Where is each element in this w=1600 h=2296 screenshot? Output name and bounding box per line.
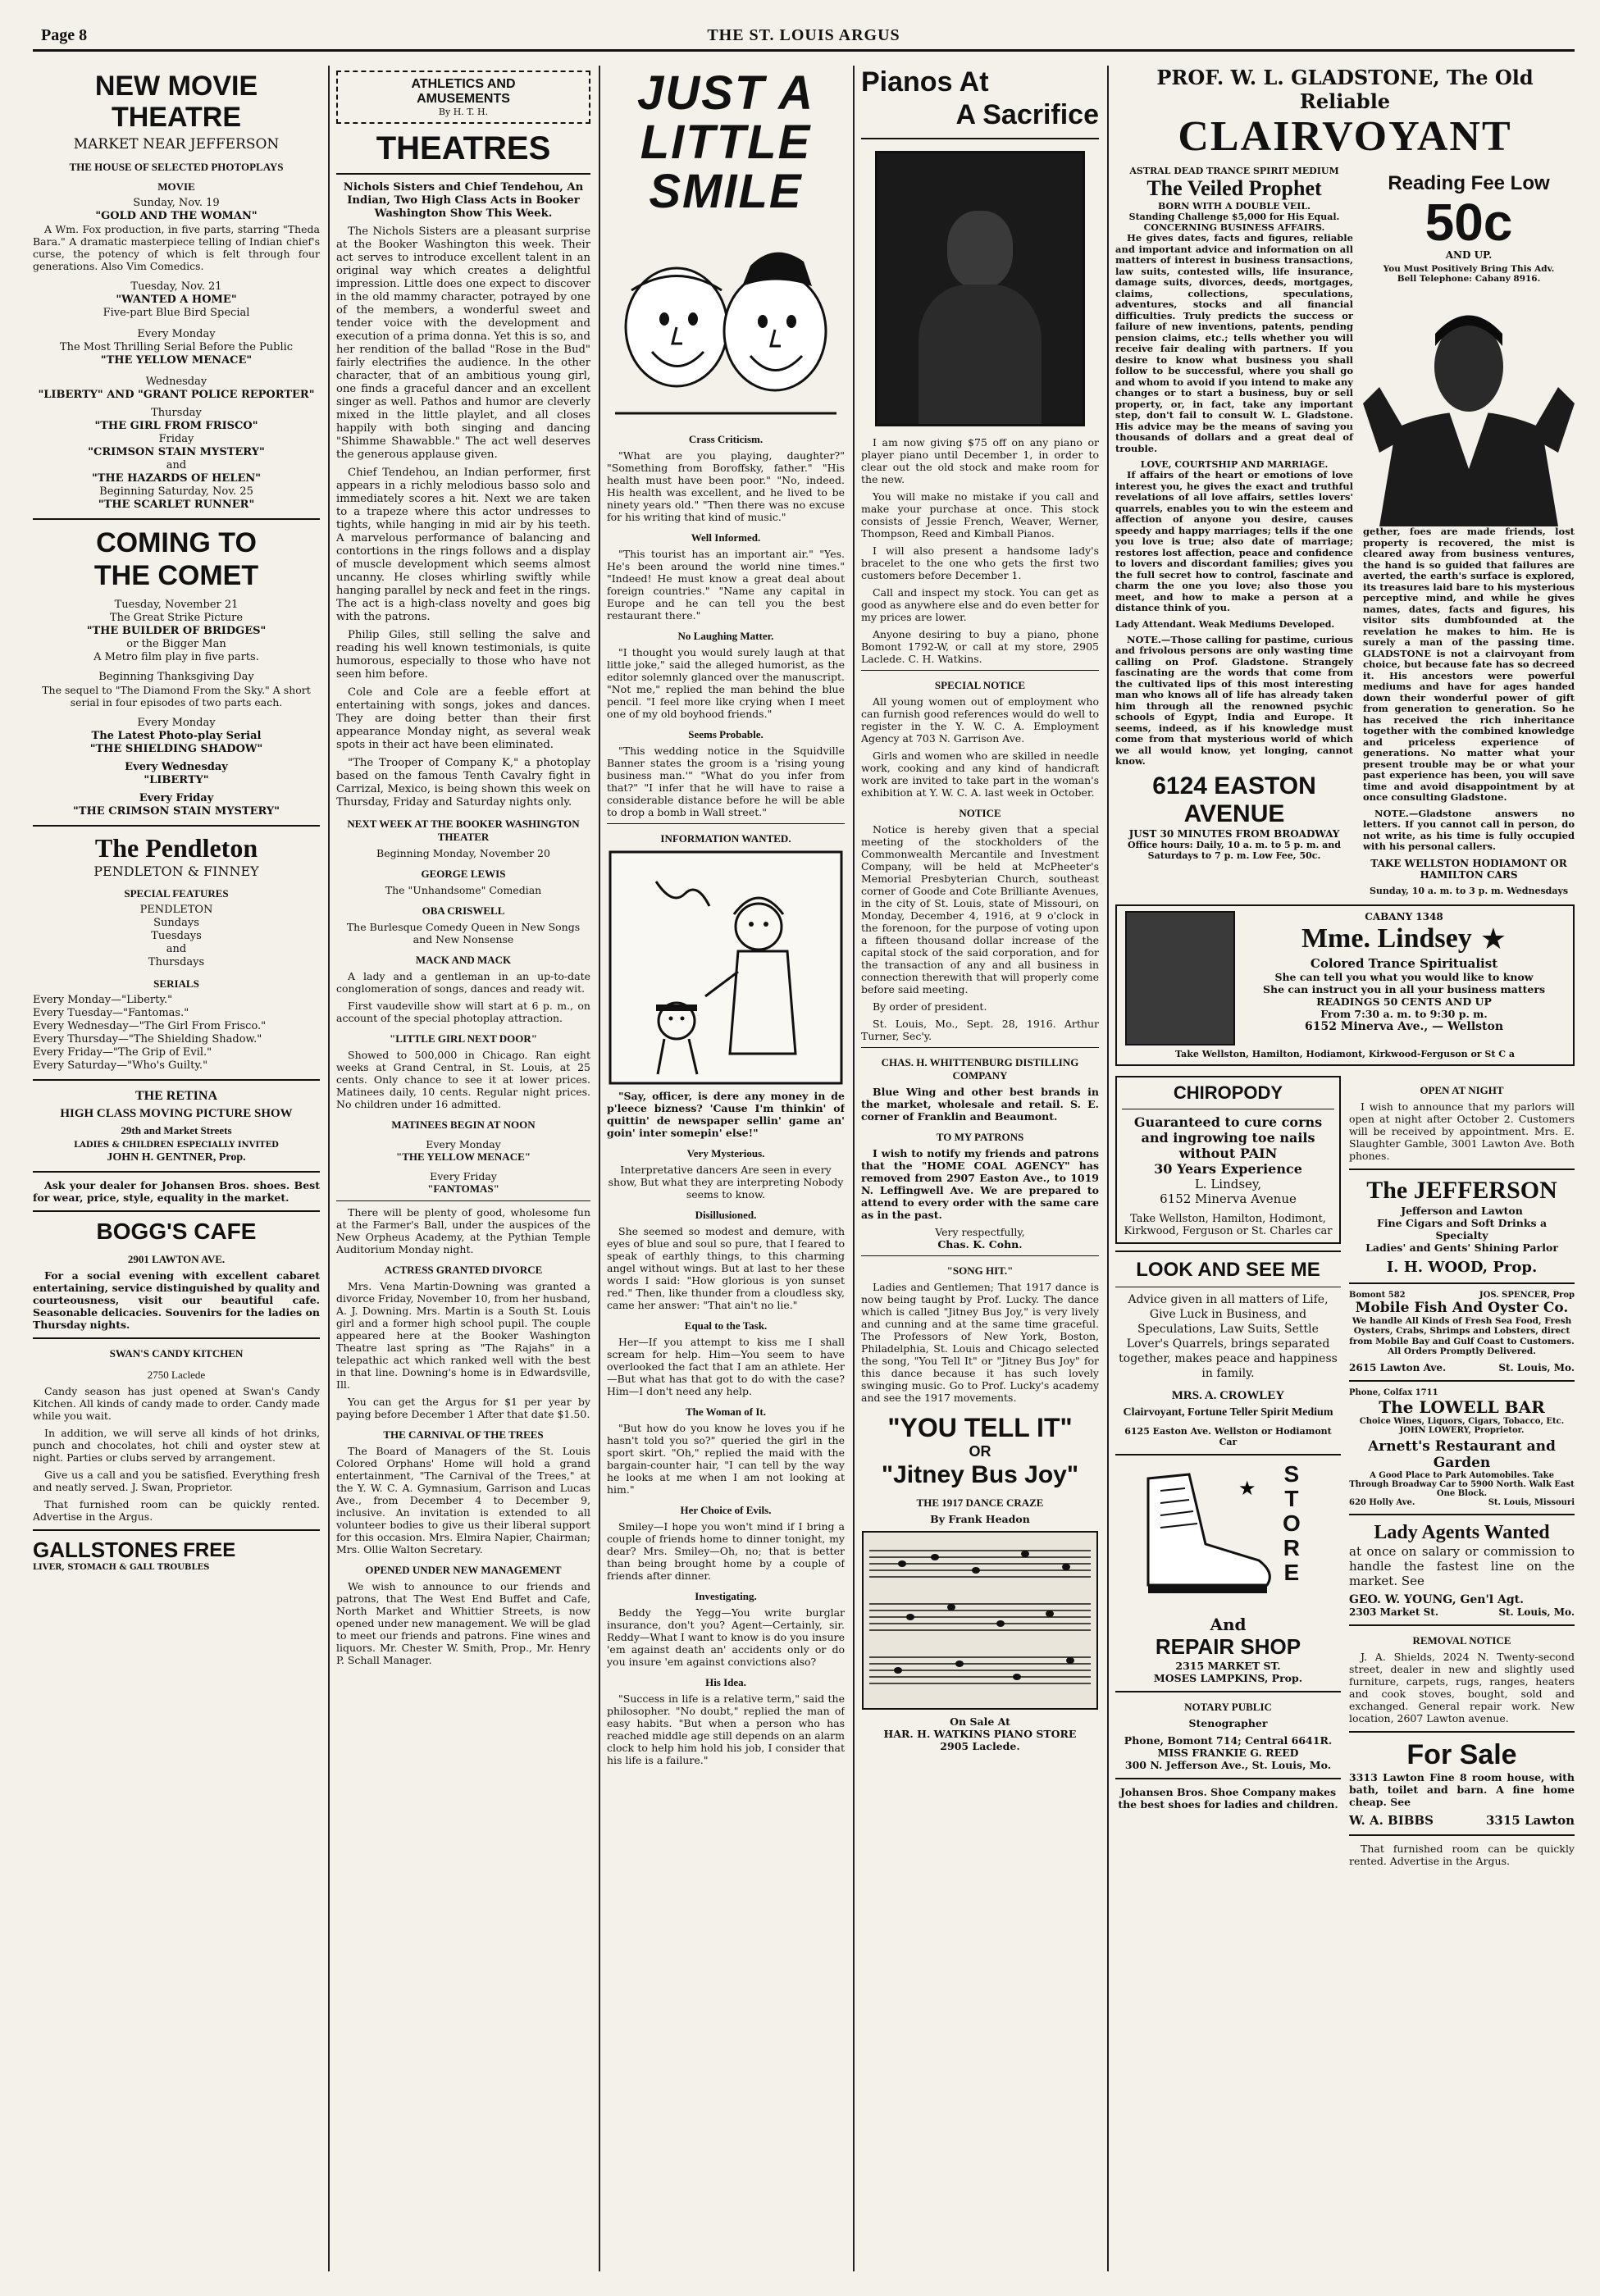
notice-text: Notice is hereby given that a special meeting of the stockholders of the Commonwealth Mercantile and Investment Company, will be held at McPheeter's Memorial Presbyterian Church, southeast corner of Goode and Cote Brilliante Avenues, in the city of St. Louis, state of Missouri, on Monday, December 4, 1916, at 9 o'clock in the forenoon, for the purpose of voting upon a fifteen thousand dollar increase of the capital stock of the said corporation, and for the transaction of any and all business in connection therewith that will properly come before said meeting.	[861, 823, 1099, 995]
lindsey-line: She can tell you what you would like to know	[1274, 970, 1534, 983]
theatres-p3: Philip Giles, still selling the salve and reading his well known testimonials, is quite humorous, especially to those who have not seen him before.	[336, 629, 590, 681]
standing-challenge: Standing Challenge $5,000 for His Equal.	[1128, 212, 1340, 222]
column-4	[861, 66, 1099, 2271]
swans-p3: Give us a call and you be satisfied. Everything fresh and neatly served. J. Swan, Proprietor.	[33, 1469, 320, 1493]
onsale-address: 2905 Laclede.	[940, 1740, 1020, 1752]
lowell-phone: Phone, Colfax 1711	[1349, 1387, 1438, 1397]
song-text: Ladies and Gentlemen; That 1917 dance is now being taught by Prof. Lucky. The dance which is called "Jitney Bus Joy," is very lively and cunning and at the same time graceful. The Professors of New York, Boston, Philadelphia, St. Louis and Chicago selected the song, "You Tell It" or "Jitney Bus Joy" for this dance because it has such lovely swinging music. Go to Prof. Lucky's academy and see the 1917 movements.	[861, 1281, 1099, 1404]
opened-text: We wish to announce to our friends and patrons, that The West End Buffet and Cafe, North Market and Whittier Streets, is now opened under new management. We will be glad to meet our friends and patrons. Fine wines and liquors. Mr. Chester W. Smith, Prop., Mr. Henry P. Schall Manager.	[336, 1580, 590, 1666]
idea-text: "Success in life is a relative term," said the philosopher. "No doubt," replied the man of easy habits. "But when a person who has reached middle age still depends on an alarm clock to help him hold his job, I consider that his life is a failure."	[607, 1692, 845, 1766]
pendleton-serial: Every Saturday—"Who's Guilty."	[33, 1059, 208, 1072]
pianos-p2: You will make no mistake if you call and make your purchase at once. This stock consists of Jessie French, Weaver, Werner, Thompson, Reed and Kimball Pianos.	[861, 490, 1099, 540]
notary-phone: Phone, Bomont 714; Central 6641R.	[1124, 1733, 1333, 1747]
agents-title: Lady Agents Wanted	[1374, 1521, 1550, 1543]
probable-text: "This wedding notice in the Squidville Banner states the groom is a 'rising young business man.'" "What do you infer from that?" "I infer that he will have to raise a considerable distance before he will be able to drop a bomb in Wall street."	[607, 745, 845, 818]
mobile-city: St. Louis, Mo.	[1498, 1361, 1575, 1374]
farmers-ball: There will be plenty of good, wholesome fun at the Farmer's Ball, under the auspices of the New Orpheus Academy, at the Pythian Temple Auditorium Monday night.	[336, 1206, 590, 1255]
boggs-address: 2901 LAWTON AVE.	[127, 1253, 226, 1265]
athletics-yellow-menace: "THE YELLOW MENACE"	[396, 1150, 531, 1163]
bring-adv: You Must Positively Bring This Adv.	[1383, 264, 1555, 274]
wanted-head: INFORMATION WANTED.	[660, 832, 791, 845]
notice-order: By order of president.	[873, 1000, 987, 1013]
theatres-p5: "The Trooper of Company K," a photoplay based on the famous Tenth Cavalry fight in Carrizal, Mexico, is being shown this week on Thursday, Friday and Saturday nights only.	[336, 757, 590, 809]
lindsey-line: 6152 Minerva Ave., — Wellston	[1304, 1019, 1504, 1033]
pianos-p3: I will also present a handsome lady's bracelet to the one who gets the first two customers before December 1.	[861, 544, 1099, 581]
jefferson-l2: Ladies' and Gents' Shining Parlor	[1365, 1241, 1558, 1254]
woman-text: "But how do you know he loves you if he hasn't told you so?" queried the girl in the sport skirt. "Oh," replied the maid with the bargain-counter hair, "I can tell by the way he looks at me when I am not looking at him."	[607, 1422, 845, 1496]
reading-fee: Reading Fee Low	[1388, 172, 1550, 194]
comet-sequel: The sequel to "The Diamond From the Sky." A short serial in four episodes of two parts each.	[42, 684, 311, 708]
concerning-business: CONCERNING BUSINESS AFFAIRS.	[1143, 222, 1325, 233]
forsale-text: 3313 Lawton Fine 8 room house, with bath, toilet and barn. A fine home cheap. See	[1349, 1770, 1575, 1808]
movie-tuesday: Tuesday, Nov. 21	[130, 280, 222, 293]
johansen-note: Ask your dealer for Johansen Bros. shoes. Best for wear, price, style, equality in the market.	[33, 1179, 320, 1204]
jitney-title: "Jitney Bus Joy"	[881, 1461, 1079, 1488]
gladstone-broadway: JUST 30 MINUTES FROM BROADWAY	[1128, 827, 1340, 840]
mobile-address: 2615 Lawton Ave.	[1349, 1361, 1447, 1374]
comet-show: "THE BUILDER OF BRIDGES"	[86, 625, 267, 637]
mysterious-head: Very Mysterious.	[686, 1147, 765, 1159]
patrons-head: TO MY PATRONS	[936, 1131, 1024, 1143]
comet-every-wednesday: Every Wednesday	[125, 761, 228, 773]
disillusioned-text: She seemed so modest and demure, with eyes of blue and soul so pure, that I feared to speak of earthly things, to this charming angel without wings. But at last to her these words I said: "How glorious is yon sunset red." Then, like thunder from a cloudless sky, came her answer: "That ain't no lie."	[607, 1225, 845, 1311]
comet-serial: The Latest Photo-play Serial	[91, 730, 262, 742]
movie-title: NEW MOVIE	[94, 71, 258, 102]
chiropody-title: CHIROPODY	[1173, 1082, 1283, 1103]
pendleton-day: Thursdays	[148, 956, 205, 968]
star-icon: ★	[1238, 1476, 1256, 1500]
retina-subtitle: HIGH CLASS MOVING PICTURE SHOW	[60, 1107, 293, 1120]
retina-title: THE RETINA	[134, 1089, 218, 1103]
gladstone-left	[1115, 166, 1353, 896]
lindsey-line: READINGS 50 CENTS AND UP	[1316, 995, 1492, 1008]
patrons-sign-2: Chas. K. Cohn.	[937, 1238, 1023, 1250]
shoe-address: 2315 MARKET ST.	[1175, 1659, 1281, 1672]
actress-text: Mrs. Vena Martin-Downing was granted a divorce Friday, November 10, from her husband, A. J. Downing. Mrs. Martin is a South St. Louis girl and a former high school pupil. The couple appeared here at the Booker Washington Theatre last spring as "The Rajahs" in a telepathic act which ranked well with the best in that line. Downing's home is in Edwardsville, Ill.	[336, 1280, 590, 1391]
smile-title-1: JUST A	[636, 66, 815, 120]
movie-thursday-show: "THE GIRL FROM FRISCO"	[94, 420, 258, 432]
pianos-p4: Call and inspect my stock. You can get as good as anywhere else and do even better for my prices are lower.	[861, 586, 1099, 623]
movie-ad	[33, 71, 320, 512]
smile-title-block	[607, 66, 845, 216]
lindsey-title: Mme. Lindsey	[1301, 923, 1472, 954]
lindsey-cabany: CABANY 1348	[1365, 910, 1443, 922]
gallstones-title: GALLSTONES	[33, 1538, 179, 1562]
crass-head: Crass Criticism.	[688, 433, 764, 445]
laughing-text: "I thought you would surely laugh at that little joke," said the alleged humorist, as the editor solemnly glanced over the manuscript. "Not me," replied the man behind the blue pencil. "I feel more like crying when I meet one of my old boyhood friends."	[607, 646, 845, 720]
portrait-head	[947, 211, 1013, 289]
woman-head: The Woman of It.	[686, 1405, 766, 1418]
column-rule	[853, 66, 855, 2271]
shoe-prop: MOSES LAMPKINS, Prop.	[1153, 1671, 1303, 1684]
movie-feature-text: A Wm. Fox production, in five parts, starring "Theda Bara." A dramatic masterpiece telling of Indian chief's curse, the potency of which is felt through four generations. Also Vim Comedics.	[33, 223, 320, 272]
forsale-name: W. A. BIBBS	[1349, 1812, 1434, 1828]
chiropody-guarantee: Guaranteed to cure corns and ingrowing toe nails without PAIN	[1133, 1114, 1323, 1161]
notary-title: NOTARY PUBLIC	[1184, 1700, 1272, 1713]
chiropody-name: L. Lindsey,	[1194, 1176, 1262, 1191]
mysterious-text: Interpretative dancers Are seen in every show, But what they are interpreting Nobody seems to know.	[608, 1164, 844, 1200]
pendleton-serials-label: SERIALS	[153, 977, 199, 990]
jefferson-prop: I. H. WOOD, Prop.	[1386, 1258, 1538, 1276]
lindsey-take: Take Wellston, Hamilton, Hodiamont, Kirkwood-Ferguson or St C a	[1175, 1048, 1515, 1059]
theatres-title: THEATRES	[376, 130, 551, 166]
onsale-store: HAR. H. WATKINS PIANO STORE	[883, 1728, 1077, 1740]
chiropody-ad	[1115, 1076, 1341, 1244]
choice-text: Smiley—I hope you won't mind if I bring a couple of friends home to dinner tonight, my dear? Mrs. Smiley—Oh, no; that is better than being brought home by a couple of friends after dinner.	[607, 1520, 845, 1582]
smile-title-2: LITTLE	[640, 116, 812, 169]
information-wanted-cartoon	[607, 849, 845, 1086]
mobile-text: We handle All Kinds of Fresh Sea Food, Fresh Oysters, Crabs, Shrimps and Lobsters, direct from Mobile Bay and Gulf Coast to Customers. All Orders Promptly Delivered.	[1349, 1315, 1575, 1356]
informed-head: Well Informed.	[691, 531, 761, 544]
mobile-title: Mobile Fish And Oyster Co.	[1355, 1299, 1569, 1316]
lewis-desc: The "Unhandsome" Comedian	[385, 884, 542, 896]
gladstone-body: He gives dates, facts and figures, reliable and important advice and information on all matters of interest in business transactions, law suits, contested wills, life insurance, damage suits, divorces, deeds, mortgages, claims, collections, speculations, adventures, stocks and all financial difficulties. Truly predicts the success or failure of new inventions, patents, pending pension claims, etc.; tells whether you will receive fair dealing with partners. If you desire to know what business you shall follow to be successful, where you shall go and whom to avoid if you intend to make any changes or to start a business, buy or sell property, or, in fact, take any important step, don't fail to consult W. L. Gladstone. His advice may be the means of saving you thousands of dollars and a great deal of trouble.	[1115, 232, 1353, 454]
swans-address: 2750 Laclede	[147, 1369, 206, 1381]
forsale-address: 3315 Lawton	[1486, 1812, 1575, 1828]
paper-name: THE ST. LOUIS ARGUS	[707, 26, 900, 44]
pendleton-serial: Every Wednesday—"The Girl From Frisco."	[33, 1020, 267, 1032]
movie-monday: Every Monday	[137, 328, 216, 340]
repair-shop: REPAIR SHOP	[1155, 1633, 1301, 1659]
athletics-line1: ATHLETICS AND	[411, 77, 516, 91]
clairvoyant-title: CLAIRVOYANT	[1178, 113, 1512, 160]
sheet-music-illustration	[861, 1530, 1099, 1711]
movie-beginning: Beginning Saturday, Nov. 25	[99, 485, 253, 498]
comet-bigger: or the Bigger Man	[126, 638, 226, 650]
song-head: "SONG HIT."	[946, 1264, 1014, 1277]
movie-feature: "GOLD AND THE WOMAN"	[95, 210, 258, 222]
movie-tuesday-show: "WANTED A HOME"	[116, 294, 237, 306]
column-1	[33, 66, 320, 2271]
movie-monday-note: The Most Thrilling Serial Before the Public	[59, 341, 294, 353]
reading-price: 50c	[1425, 193, 1513, 252]
patrons-sign-1: Very respectfully,	[935, 1226, 1025, 1238]
notice-sign: St. Louis, Mo., Sept. 28, 1916. Arthur Turner, Sec'y.	[861, 1018, 1099, 1042]
carnival-head: THE CARNIVAL OF THE TREES	[383, 1428, 544, 1441]
jefferson-title: The JEFFERSON	[1366, 1176, 1557, 1204]
pianos-title-1: Pianos At	[861, 66, 989, 98]
pendleton-day: and	[166, 943, 187, 955]
cartoon-faces-illustration	[607, 216, 845, 421]
movie-wednesday: Wednesday	[145, 376, 207, 388]
equal-text: Her—If you attempt to kiss me I shall scream for help. Him—You seem to have overlooked the fact that I am an athlete. Her—But what has that got to do with the case? Him—I don't need any help.	[607, 1336, 845, 1397]
bell-telephone: Bell Telephone: Cabany 8916.	[1397, 274, 1541, 284]
boggs-title: BOGG'S CAFE	[96, 1219, 257, 1244]
notary-address: 300 N. Jefferson Ave., St. Louis, Mo.	[1124, 1758, 1332, 1771]
mack-desc: A lady and a gentleman in an up-to-date conglomeration of songs, dances and ready wit.	[336, 970, 590, 995]
gallstones-ad	[33, 1538, 320, 1563]
comet-crimson: "THE CRIMSON STAIN MYSTERY"	[73, 805, 280, 818]
pendleton-serial: Every Monday—"Liberty."	[33, 994, 173, 1006]
swans-title: SWAN'S CANDY KITCHEN	[109, 1347, 244, 1360]
star-icon: ★	[1479, 922, 1507, 956]
lady-attendant: Lady Attendant. Weak Mediums Developed.	[1115, 618, 1335, 630]
smile-title-3: SMILE	[649, 165, 803, 218]
special-2: Girls and women who are skilled in needle work, cooking and any kind of handicraft work are invited to take part in the woman's exhibition at Y. W. C. A. last week in October.	[861, 749, 1099, 799]
laughing-head: No Laughing Matter.	[677, 630, 774, 642]
open-night-head: OPEN AT NIGHT	[1420, 1083, 1504, 1096]
boggs-ad	[33, 1219, 320, 1331]
movie-scarlet: "THE SCARLET RUNNER"	[98, 499, 255, 511]
swans-p2: In addition, we will serve all kinds of hot drinks, punch and chocolates, hot chili and oyster stew at night. Parties or clubs served by arrangement.	[33, 1427, 320, 1464]
probable-head: Seems Probable.	[688, 728, 764, 740]
take-cars: TAKE WELLSTON HODIAMONT OR HAMILTON CARS	[1370, 857, 1567, 881]
comet-metro: A Metro film play in five parts.	[93, 651, 259, 663]
lindsey-line: From 7:30 a. m. to 9:30 p. m.	[1320, 1007, 1488, 1020]
notary-sub: Stenographer	[1188, 1716, 1268, 1729]
comet-liberty: "LIBERTY"	[144, 774, 209, 786]
chiropody-experience: 30 Years Experience	[1154, 1160, 1302, 1177]
whittenburg-text: Blue Wing and other best brands in the market, wholesale and retail. S. E. corner of Franklin and Beaumont.	[861, 1086, 1099, 1123]
comet-ad	[33, 526, 320, 818]
athletics-every-friday: Every Friday	[430, 1170, 497, 1182]
swans-p1: Candy season has just opened at Swan's Candy Kitchen. All kinds of candy made to order. Candy made while you wait.	[33, 1385, 320, 1422]
theatres-p1: The Nichols Sisters are a pleasant surprise at the Booker Washington this week. Their act serves to introduce excellent talent in an original way which creates a delightful impression. Little does one expect to discover in the old mammy character, potrayed by one of the members, a wonderful sweet and tender voice with the development and execution of a prima donna. Yet this is so, and her rendition of the ballad "Rose in the Bud" fairly electrifies the audience. In the other character, that of an ambitious young girl, one finds a graceful dancer and an excellent singer as well. Pathos and humor are cleverly mixed in the little playlet, and all closes happily with both singing and dancing "Shimme Shawabble." The act well deserves the generous applause given.	[336, 226, 590, 461]
column-2	[336, 66, 590, 2271]
johansen-note-2: Johansen Bros. Shoe Company makes the best shoes for ladies and children.	[1118, 1785, 1338, 1811]
pendleton-name: PENDLETON	[139, 904, 213, 916]
store-letter: S	[1283, 1460, 1300, 1487]
furnished-room-note-2: That furnished room can be quickly rented. Advertise in the Argus.	[1349, 1842, 1575, 1867]
jefferson-sub: Jefferson and Lawton	[1401, 1204, 1523, 1217]
lowell-address: 620 Holly Ave.	[1349, 1497, 1415, 1507]
girl-next-door-text: Showed to 500,000 in Chicago. Ran eight weeks at Grand Central, in St. Louis, at 25 cents. Only chance to see it at lower prices. Matinees daily, 10 cents. Regular night prices. No children under 16 admitted.	[336, 1049, 590, 1110]
pianos-p5: Anyone desiring to buy a piano, phone Bomont 1792-W, or call at my store, 2905 Laclede. C. H. Watkins.	[861, 628, 1099, 665]
retina-invite: LADIES & CHILDREN ESPECIALLY INVITED	[74, 1141, 279, 1150]
pianos-p1: I am now giving $75 off on any piano or player piano until December 1, in order to clear out the old stock and make room for the new.	[861, 436, 1099, 485]
newspaper-page	[33, 16, 1575, 2280]
movie-friday-show: "CRIMSON STAIN MYSTERY"	[88, 446, 265, 458]
open-night-text: I wish to announce that my parlors will open at night after October 2. Customers will be received by appointment. Mrs. E. Slaughter Gamble, 3001 Lawton Ave. Both phones.	[1349, 1100, 1575, 1162]
special-head: SPECIAL NOTICE	[934, 679, 1026, 691]
lowell-city: St. Louis, Missouri	[1488, 1497, 1575, 1507]
investigating-text: Beddy the Yegg—You write burglar insurance, don't you? Agent—Certainly, sir. Reddy—What I want to know is do you insure 'em against death an' accidents only or do you insure 'em against convictions also?	[607, 1606, 845, 1668]
and-up: AND UP.	[1445, 249, 1493, 261]
love-text: If affairs of the heart or emotions of love interest you, he gives the exact and truthful revelations of all love affairs, settles lovers' quarrels, enables you to win the esteem and affection of anyone you desire, causes speedy and happy marriages; tells if the one you love is true; also date of marriage; restores lost affection, peace and confidence to lovers and discordant families; gives you the full secret how to control, fascinate and charm the one you love; also those you meet, and how to make a person at a distance think of you.	[1115, 469, 1353, 613]
chiropody-take: Take Wellston, Hamilton, Hodimont, Kirkwood, Ferguson or St. Charles car	[1124, 1212, 1333, 1237]
movie-location: MARKET NEAR JEFFERSON	[73, 136, 280, 153]
pendleton-title: The Pendleton	[94, 833, 258, 863]
removal-head: REMOVAL NOTICE	[1412, 1633, 1511, 1647]
sunday-hours: Sunday, 10 a. m. to 3 p. m. Wednesdays	[1369, 885, 1569, 896]
notary-name: MISS FRANKIE G. REED	[1157, 1746, 1299, 1759]
lindsey-line: She can instruct you in all your business matters	[1263, 982, 1545, 995]
matinees: MATINEES BEGIN AT NOON	[391, 1118, 536, 1131]
criswell-desc: The Burlesque Comedy Queen in New Songs and New Nonsense	[346, 921, 581, 945]
look-text: Advice given in all matters of Life, Give Luck in Business, and Speculations, Law Suits, Settle Lover's Quarrels, brings separated together, makes peace and happiness in family.	[1119, 1292, 1338, 1380]
lewis-name: GEORGE LEWIS	[421, 868, 506, 880]
whittenburg-head: CHAS. H. WHITTENBURG DISTILLING COMPANY	[881, 1056, 1079, 1082]
movie-tagline: THE HOUSE OF SELECTED PHOTOPLAYS	[69, 161, 284, 173]
pendleton-special: SPECIAL FEATURES	[124, 887, 229, 900]
investigating-head: Investigating.	[695, 1590, 757, 1602]
theatres-p4: Cole and Cole are a feeble effort at entertaining with songs, jokes and dances. They are doing better than their first appearance Monday night, as several weak spots in their act have been eliminated.	[336, 686, 590, 751]
next-week-beginning: Beginning Monday, November 20	[376, 847, 550, 859]
movie-wednesday-show: "LIBERTY" AND "GRANT POLICE REPORTER"	[38, 389, 315, 401]
born-veil: BORN WITH A DOUBLE VEIL.	[1158, 201, 1311, 212]
store-letter: O	[1283, 1510, 1301, 1536]
pendleton-owners: PENDLETON & FINNEY	[93, 863, 259, 879]
movie-friday: Friday	[158, 433, 194, 445]
removal-text: J. A. Shields, 2024 N. Twenty-second street, dealer in new and slightly used furniture, carpets, rugs, ranges, heaters and cook stoves, bought, sold and exchanged. General repair work. New location, 2607 Lawton avenue.	[1349, 1650, 1575, 1724]
athletics-line2: AMUSEMENTS	[417, 92, 510, 106]
movie-date: Sunday, Nov. 19	[133, 197, 220, 209]
col5-left	[1115, 1076, 1341, 1872]
vaudeville-note: First vaudeville show will start at 6 p. m., on account of the special photoplay attraction.	[336, 1000, 590, 1024]
column-5	[1115, 66, 1575, 2271]
comet-strike: The Great Strike Picture	[109, 612, 244, 624]
comet-title-2: THE COMET	[93, 560, 259, 591]
love-head: LOVE, COURTSHIP AND MARRIAGE.	[1140, 459, 1329, 470]
gallstones-small: LIVER, STOMACH & GALL TROUBLES	[33, 1563, 210, 1572]
column-3	[607, 66, 845, 2271]
movie-hazards: "THE HAZARDS OF HELEN"	[91, 472, 262, 485]
agents-address: 2303 Market St.	[1349, 1606, 1439, 1618]
jefferson-l1: Fine Cigars and Soft Drinks a Specialty	[1376, 1216, 1548, 1241]
arnett-title: Arnett's Restaurant and Garden	[1368, 1437, 1556, 1471]
comet-shielding: "THE SHIELDING SHADOW"	[89, 743, 263, 755]
next-week-head: NEXT WEEK AT THE BOOKER WASHINGTON THEATER	[347, 818, 580, 843]
retina-address: 29th and Market Streets	[121, 1124, 232, 1137]
patrons-text: I wish to notify my friends and patrons that the "HOME COAL AGENCY" has removed from 2907 Easton Ave., to 1019 N. Leffingwell Ave. We are prepared to attend to every order with the same care as in the past.	[861, 1147, 1099, 1221]
boggs-text: For a social evening with excellent cabaret entertaining, service distinguished by quality and courteousness, visit our beautiful cafe. Seasonable delicacies. Souvenirs for the ladies on Thursday nights.	[33, 1269, 320, 1331]
astral-medium: ASTRAL DEAD TRANCE SPIRIT MEDIUM	[1129, 166, 1339, 176]
gladstone-right	[1363, 166, 1575, 896]
portrait-body	[919, 285, 1042, 424]
theatres-headline: Nichols Sisters and Chief Tendehou, An Indian, Two High Class Acts in Booker Washington Show This Week.	[343, 181, 584, 220]
store-letter: E	[1283, 1559, 1300, 1585]
wanted-caption: "Say, officer, is dere any money in de p'leece bizness? 'Cause I'm thinkin' of quittin' de newspaper sellin' game an' goin' inter somepin' else!"	[607, 1090, 845, 1139]
crowley-name: MRS. A. CROWLEY	[1171, 1388, 1285, 1402]
movie-and: and	[166, 459, 187, 472]
opened-head: OPENED UNDER NEW MANAGEMENT	[365, 1564, 562, 1576]
athletics-box	[336, 71, 590, 124]
comet-date: Tuesday, November 21	[114, 599, 239, 611]
carnival-text: The Board of Managers of the St. Louis Colored Orphans' Home will hold a grand entertainment, "The Carnival of the Trees," at the Y. W. C. A. Gymnasium, Garrison and Lucas Ave., from December 4 to December 9, inclusive. An invitation is extended to all volunteer bodies to give us their liberal support for this occasion. Mrs. Elmira Napier, Chairman; Mrs. Ollie Walton Secretary.	[336, 1445, 590, 1556]
agents-name: GEO. W. YOUNG, Gen'l Agt.	[1349, 1592, 1524, 1606]
dance-craze: THE 1917 DANCE CRAZE	[916, 1496, 1044, 1509]
store-letter: T	[1284, 1485, 1299, 1511]
crowley-address: 6125 Easton Ave. Wellston or Hodiamont Car	[1124, 1425, 1332, 1447]
actress-head: ACTRESS GRANTED DIVORCE	[384, 1264, 543, 1276]
pianist-portrait	[875, 151, 1085, 426]
column-rule	[1107, 66, 1109, 2271]
col5-right	[1349, 1076, 1575, 1872]
argus-offer: You can get the Argus for $1 per year by paying before December 1 After that date $1.50.	[336, 1396, 590, 1420]
mobile-prop: JOS. SPENCER, Prop	[1479, 1290, 1575, 1300]
pendleton-serial: Every Friday—"The Grip of Evil."	[33, 1046, 212, 1059]
chiropody-address: 6152 Minerva Avenue	[1160, 1191, 1297, 1206]
mack-name: MACK AND MACK	[415, 954, 512, 966]
comet-every-friday: Every Friday	[139, 792, 214, 804]
gladstone-title: PROF. W. L. GLADSTONE, The Old Reliable	[1156, 66, 1534, 113]
lowell-sub: Choice Wines, Liquors, Cigars, Tobacco, Etc. JOHN LOWERY, Proprietor.	[1359, 1416, 1565, 1435]
agents-city: St. Louis, Mo.	[1498, 1606, 1575, 1618]
pendleton-serial: Every Tuesday—"Fantomas."	[33, 1007, 189, 1019]
you-tell-it: "YOU TELL IT"	[887, 1413, 1073, 1442]
retina-owner: JOHN H. GENTNER, Prop.	[107, 1151, 246, 1164]
mobile-phone: Bomont 582	[1349, 1290, 1406, 1300]
disillusioned-head: Disillusioned.	[695, 1209, 757, 1221]
athletics-every-monday: Every Monday	[426, 1138, 501, 1150]
onsale-label: On Sale At	[950, 1715, 1010, 1728]
girl-next-door: "LITTLE GIRL NEXT DOOR"	[390, 1032, 537, 1045]
gladstone-address: 6124 EASTON AVENUE	[1152, 772, 1316, 827]
pianos-title-2: A Sacrifice	[955, 99, 1099, 130]
criswell-name: OBA CRISWELL	[422, 904, 505, 917]
dance-by: By Frank Headon	[930, 1513, 1030, 1525]
choice-head: Her Choice of Evils.	[680, 1504, 772, 1516]
gladstone-note2: NOTE.—Gladstone answers no letters. If you cannot call in person, do not write, as his time is fully occupied with his personal callers.	[1363, 807, 1575, 852]
athletics-fantomas: "FANTOMAS"	[427, 1182, 499, 1195]
crass-text: "What are you playing, daughter?" "Something from Boroffsky, father." "His health must have been poor." "No, indeed. His health was excellent, and he lived to be ninety years old." "Then there was no excuse for his writing that kind of music."	[607, 449, 845, 523]
retina-ad	[33, 1089, 320, 1164]
star-text: THIS STAR EVERY HEEL	[1151, 1586, 1243, 1595]
or-label: OR	[969, 1443, 991, 1460]
comet-title: COMING TO	[96, 527, 257, 558]
theatres-p2: Chief Tendehou, an Indian performer, first appears in a richly melodious basso solo and immediately scores a hit. Next we are taken to a trapeze where this actor undresses to tights, while hanging in mid air by his teeth. A marvelous performance of balancing and contortions in the rings follows and a display of muscle development which seems almost uncanny. He closes whirling swiftly while hanging parallel by neck and feet in the rings. The act is a high-class novelty and goes big with the patrons.	[336, 467, 590, 623]
forsale-title: For Sale	[1406, 1738, 1517, 1770]
gladstone-ad	[1115, 66, 1575, 896]
movie-tuesday-note: Five-part Blue Bird Special	[103, 307, 250, 319]
furnished-room-note: That furnished room can be quickly rented. Advertise in the Argus.	[33, 1498, 320, 1523]
pendleton-ad	[33, 833, 320, 1073]
athletics-byline: By H. T. H.	[438, 107, 489, 117]
shoe-and: And	[1210, 1614, 1247, 1634]
movie-title-2: THEATRE	[111, 102, 242, 133]
pendleton-serial: Every Thursday—"The Shielding Shadow."	[33, 1033, 262, 1046]
movie-thursday: Thursday	[151, 407, 202, 419]
idea-head: His Idea.	[705, 1676, 746, 1688]
pendleton-day: Tuesdays	[151, 930, 202, 942]
movie-label: MOVIE	[157, 180, 195, 193]
crowley-role: Clairvoyant, Fortune Teller Spirit Medium	[1123, 1405, 1333, 1419]
agents-text: at once on salary or commission to handle the fastest line on the market. See	[1349, 1543, 1575, 1588]
gladstone-right-text: gether, foes are made friends, lost property is recovered, the mist is cleared away from business ventures, the hand is so guided that failures are averted, the earth's surface is explored, its treasures laid bare to his mysterious perceptive mind, and while he gives names, dates, facts and figures, his visitor sits dumbfounded at the revelation he makes to him. He is surely a man of the passing time. GLADSTONE is not a clairvoyant from choice, but because fate has so decreed it. His ancestors were powerful mediums and have for ages handed down their wonderful power of gift from generation to generation. So he has received the rich inheritance together with the combined knowledge and priceless experience of generations. No matter what your present trouble may be or what your past experience has been, you will save time and avoid disappointment by at once consulting Gladstone.	[1363, 526, 1575, 803]
gallstones-free: FREE	[183, 1538, 236, 1561]
column-rule	[328, 66, 330, 2271]
equal-head: Equal to the Task.	[684, 1319, 768, 1332]
lowell-title: The LOWELL BAR	[1379, 1396, 1545, 1417]
arnett-sub: A Good Place to Park Automobiles. Take Through Broadway Car to 5900 North. Walk East One Block.	[1349, 1470, 1575, 1498]
informed-text: "This tourist has an important air." "Yes. He's been around the world nine times." "Indeed! He must know a great deal about foreign countries." "Name any capital in Europe and he can tell you the best restaurant there."	[607, 548, 845, 622]
veiled-prophet: The Veiled Prophet	[1146, 176, 1322, 200]
pendleton-day: Sundays	[153, 917, 199, 929]
lindsey-portrait	[1125, 911, 1235, 1046]
masthead	[33, 16, 1575, 52]
special-1: All young women out of employment who can furnish good references would do well to register in the Y. W. C. A. Employment Agency at 703 N. Garrison Ave.	[861, 695, 1099, 745]
page-number: Page 8	[41, 26, 88, 44]
movie-monday-show: "THE YELLOW MENACE"	[100, 354, 253, 367]
swans-ad	[33, 1347, 320, 1523]
notice-head: NOTICE	[959, 807, 1001, 819]
lindsey-ad	[1115, 904, 1575, 1066]
gladstone-note: NOTE.—Those calling for pastime, curious and frivolous persons are only wasting time calling on Prof. Gladstone. Strangely fascinating are the words that come from the cultivated lips of this most interesting man who knows all of life has already taken him through all the renowned psychic schools of Egypt, India and Europe. It seems, indeed, as if his knowledge must come from that mysterious world of which we all would know, yet longing, cannot know.	[1115, 633, 1353, 767]
gladstone-hours: Office hours: Daily, 10 a. m. to 5 p. m. and Saturdays to 7 p. m. Low Fee, 50c.	[1128, 839, 1341, 861]
column-rule	[599, 66, 600, 2271]
lindsey-subtitle: Colored Trance Spiritualist	[1310, 955, 1498, 971]
look-title: LOOK AND SEE ME	[1136, 1258, 1320, 1281]
store-letter: R	[1283, 1534, 1300, 1560]
comet-every-monday: Every Monday	[137, 717, 216, 729]
gladstone-portrait	[1363, 289, 1575, 526]
comet-thanksgiving: Beginning Thanksgiving Day	[98, 671, 254, 683]
